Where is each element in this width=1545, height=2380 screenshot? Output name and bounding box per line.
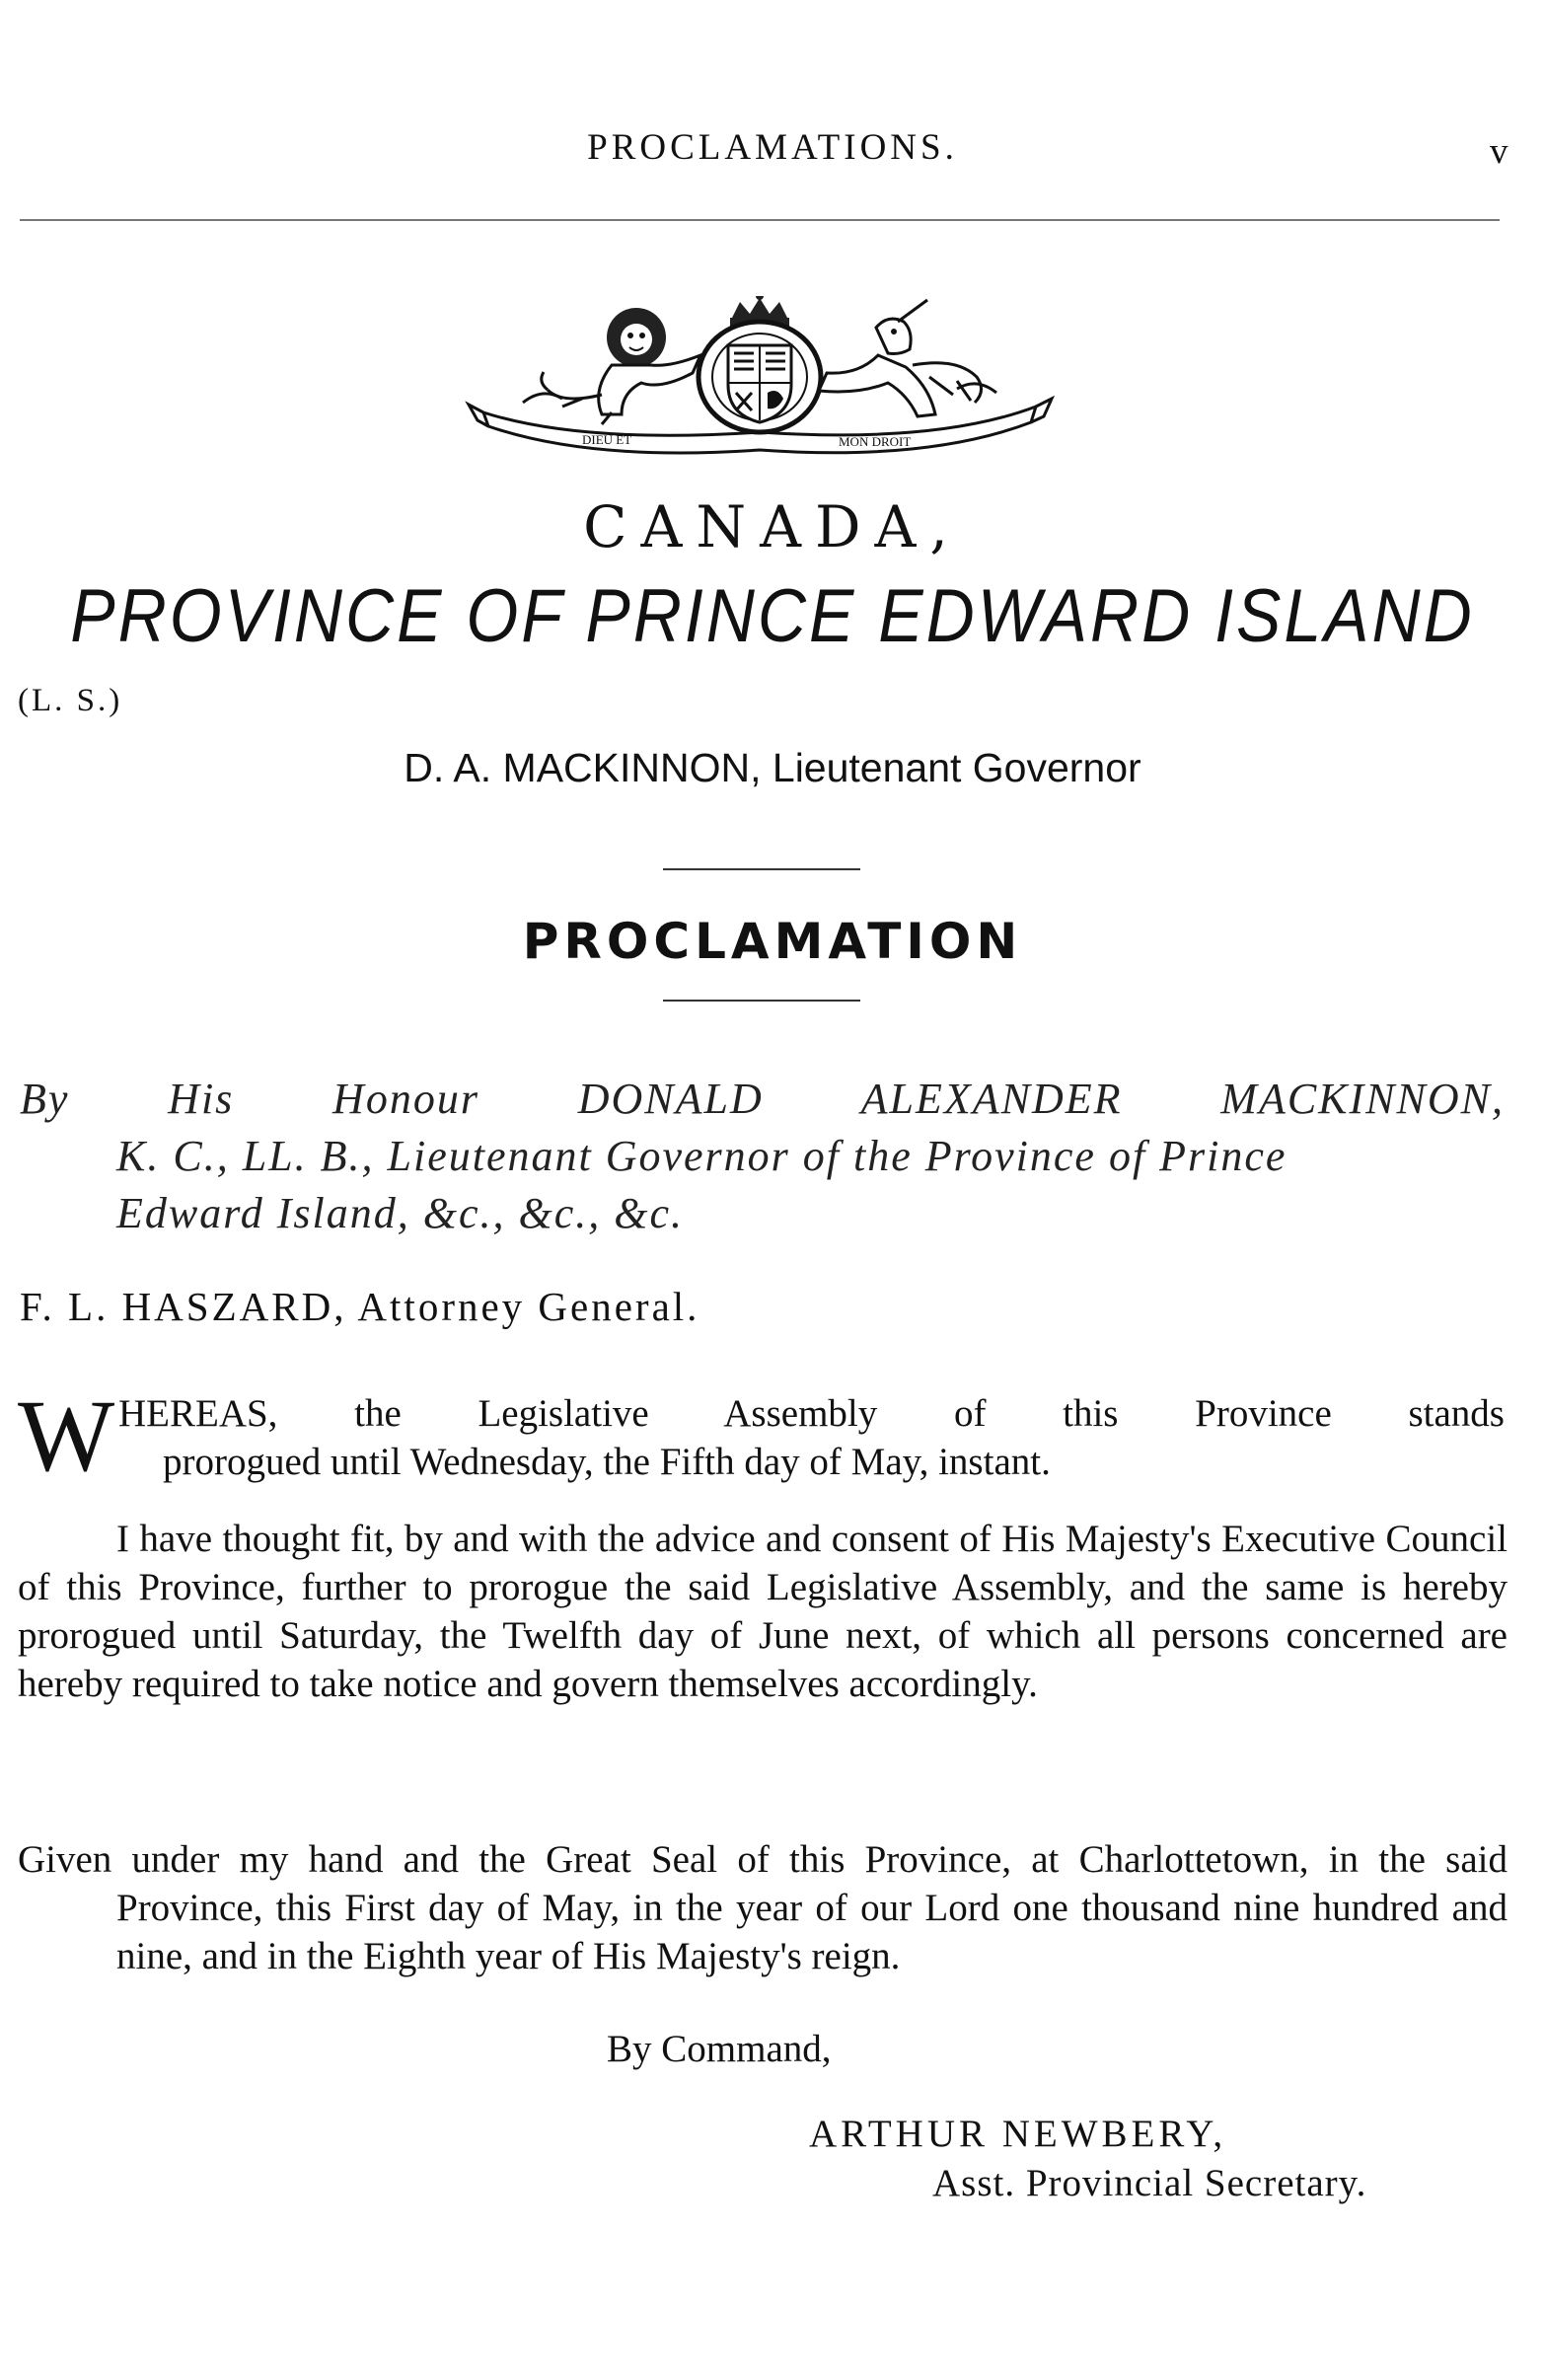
prorogation-paragraph: I have thought fit, by and with the advice and consent of His Majesty's Executive Council of this Province, further to prorogue the said Legislative Assembly, and the same is hereby prorogued until Saturday, the Twelfth day of June next, of which all persons concerned are hereby required to take notice and govern themselves accordingly. [18,1518,1508,1705]
divider-rule [663,1000,860,1002]
by-command: By Command, [607,2028,832,2070]
royal-coat-of-arms-icon [464,296,1056,464]
drop-cap: W [18,1379,115,1493]
authority-line-1: By His Honour DONALD ALEXANDER MACKINNON, [20,1075,1505,1123]
authority-line-2: K. C., LL. B., Lieutenant Governor of the Province of Prince [116,1132,1288,1180]
signatory-name: ARTHUR NEWBERY, [809,2113,1227,2155]
header-rule [20,219,1500,221]
page-number: v [1490,131,1508,172]
divider-rule [663,868,860,870]
motto-right: MON DROIT [839,434,912,449]
running-title: PROCLAMATIONS. [587,127,958,168]
province-heading: PROVINCE OF PRINCE EDWARD ISLAND [70,573,1475,658]
given-under-paragraph: Given under my hand and the Great Seal of this Province, at Charlottetown, in the said Province, this First day of May, in the year of our Lord one thousand nine hundred and nine, and in the Eighth year of His Majesty's reign. [18,1838,1508,1977]
authority-line-3: Edward Island, &c., &c., &c. [116,1189,684,1237]
attorney-general-line: F. L. HASZARD, Attorney General. [20,1284,700,1329]
motto-left: DIEU ET [582,432,632,447]
signatory-title: Asst. Provincial Secretary. [932,2162,1367,2204]
proclamation-title: PROCLAMATION [522,913,1023,970]
lieutenant-governor-line: D. A. MACKINNON, Lieutenant Governor [404,745,1141,790]
seal-mark: (L. S.) [18,683,123,718]
whereas-line-2: prorogued until Wednesday, the Fifth day of May, instant. [163,1441,1051,1483]
whereas-line-1: HEREAS, the Legislative Assembly of this Province stands [118,1392,1505,1435]
authority-statement [20,1071,1505,1242]
country-heading: CANADA, [583,493,962,560]
